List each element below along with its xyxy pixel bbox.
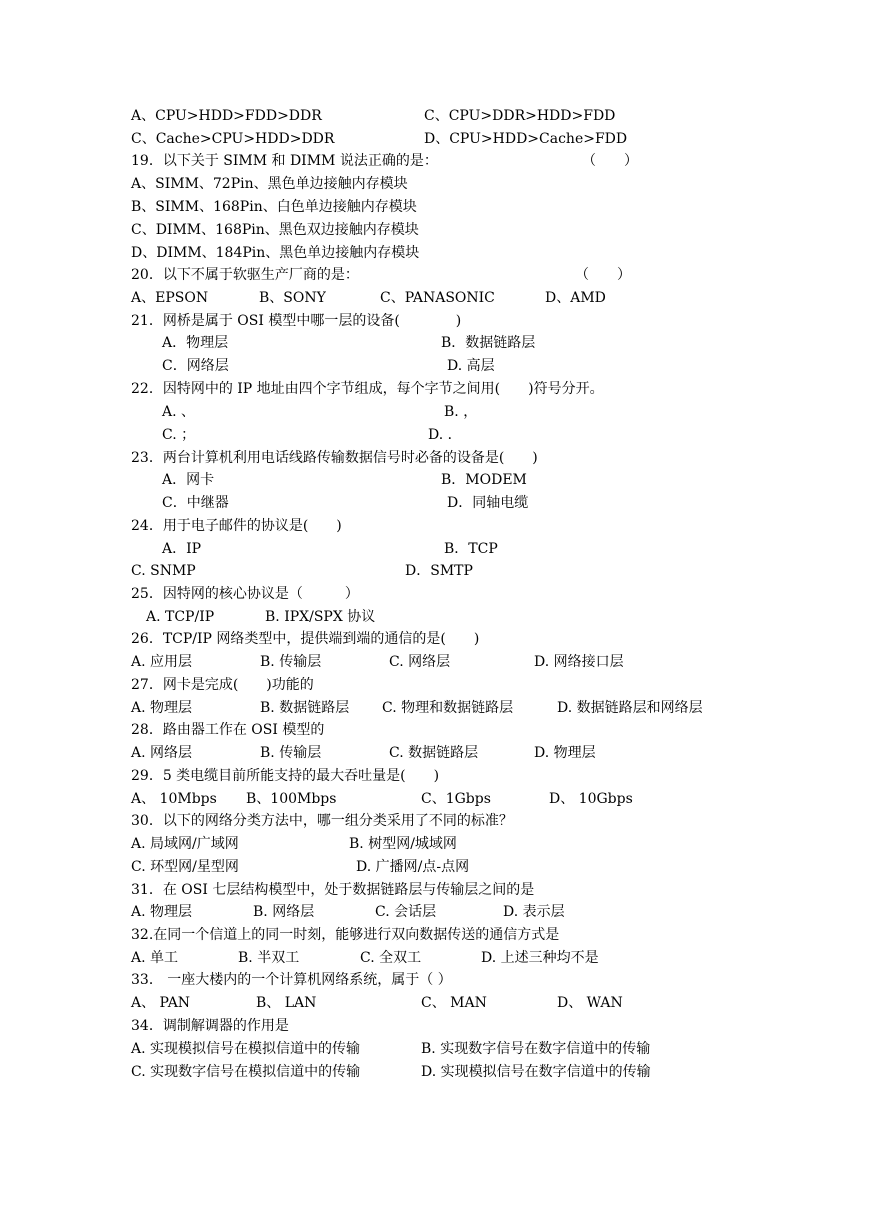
option-b: B、 LAN [256, 995, 317, 1011]
option-c: C．网络层 [162, 358, 229, 374]
option-b: B. 树型网/城域网 [349, 836, 457, 852]
option-a: A．网卡 [162, 472, 215, 488]
option-d: D、DIMM、184Pin、黑色单边接触内存模块 [131, 245, 420, 261]
question-text: 21．网桥是属于 OSI 模型中哪一层的设备( ) [131, 313, 462, 329]
option-c: C. 全双工 [360, 950, 422, 966]
option-a: A、 10Mbps [131, 791, 217, 807]
option-a: A. 、 [162, 404, 196, 420]
option-c: C. 网络层 [389, 654, 451, 670]
option-c: C. 物理和数据链路层 [382, 700, 514, 716]
option-b: B. IPX/SPX 协议 [265, 609, 376, 625]
answer-parentheses: （ ） [575, 267, 631, 283]
option-b: B. 传输层 [260, 745, 322, 761]
option-d: D. 物理层 [534, 745, 596, 761]
question-text: 32.在同一个信道上的同一时刻，能够进行双向数据传送的通信方式是 [131, 927, 560, 943]
option-d: D．SMTP [405, 563, 473, 579]
answer-parentheses: （ ） [582, 153, 638, 169]
option-d: D、 10Gbps [549, 791, 633, 807]
option-a: A．IP [162, 541, 202, 557]
option-d: D、 WAN [557, 995, 623, 1011]
option-c: C．中继器 [162, 495, 229, 511]
question-text: 31．在 OSI 七层结构模型中，处于数据链路层与传输层之间的是 [131, 882, 535, 898]
option-a: A. 实现模拟信号在模拟信道中的传输 [131, 1041, 361, 1057]
option-a: A. 单工 [131, 950, 179, 966]
option-a: A．物理层 [162, 335, 229, 351]
question-text: 28．路由器工作在 OSI 模型的 [131, 722, 325, 738]
option-b: B、SIMM、168Pin、白色单边接触内存模块 [131, 199, 417, 215]
option-c: C、CPU>DDR>HDD>FDD [424, 108, 616, 124]
option-c: C、DIMM、168Pin、黑色双边接触内存模块 [131, 222, 419, 238]
option-b: B．MODEM [441, 472, 527, 488]
option-a: A. 局域网/广域网 [131, 836, 239, 852]
option-a: A、 PAN [131, 995, 191, 1011]
option-b: B. 数据链路层 [260, 700, 350, 716]
option-d: D、CPU>HDD>Cache>FDD [424, 131, 628, 147]
option-d: D. 广播网/点-点网 [356, 859, 470, 875]
option-d: D．同轴电缆 [447, 495, 529, 511]
option-b: B．数据链路层 [441, 335, 536, 351]
option-d: D. 实现模拟信号在数字信道中的传输 [421, 1064, 651, 1080]
question-text: 27．网卡是完成( )功能的 [131, 677, 314, 693]
option-c: C、PANASONIC [380, 290, 495, 306]
option-c: C. 会话层 [375, 904, 437, 920]
option-a: A. 物理层 [131, 700, 193, 716]
question-text: 19．以下关于 SIMM 和 DIMM 说法正确的是： [131, 153, 438, 169]
option-d: D. 高层 [447, 358, 495, 374]
option-a: A. 物理层 [131, 904, 193, 920]
question-text: 22．因特网中的 IP 地址由四个字节组成，每个字节之间用( )符号分开。 [131, 381, 604, 397]
option-b: B. 传输层 [260, 654, 322, 670]
question-text: 25．因特网的核心协议是（ ） [131, 586, 359, 602]
option-c: C. 数据链路层 [389, 745, 479, 761]
option-d: D. 上述三种均不是 [481, 950, 599, 966]
option-d: D. 表示层 [503, 904, 565, 920]
option-c: C. ； [162, 427, 196, 443]
option-b: B、100Mbps [246, 791, 337, 807]
option-a: A、EPSON [131, 290, 209, 306]
question-text: 33． 一座大楼内的一个计算机网络系统，属于（ ） [131, 972, 452, 988]
option-b: B. 网络层 [253, 904, 315, 920]
option-b: B. 半双工 [238, 950, 300, 966]
question-text: 29．5 类电缆目前所能支持的最大吞吐量是( ) [131, 768, 440, 784]
option-b: B. 实现数字信号在数字信道中的传输 [421, 1041, 651, 1057]
option-a: A、SIMM、72Pin、黑色单边接触内存模块 [131, 176, 408, 192]
option-a: A. TCP/IP [146, 609, 215, 625]
question-text: 34．调制解调器的作用是 [131, 1018, 289, 1034]
question-text: 23．两台计算机利用电话线路传输数据信号时必备的设备是( ) [131, 450, 538, 466]
option-c: C. 实现数字信号在模拟信道中的传输 [131, 1064, 361, 1080]
option-b: B、SONY [259, 290, 326, 306]
question-text: 26．TCP/IP 网络类型中，提供端到端的通信的是( ) [131, 631, 480, 647]
question-text: 20．以下不属于软驱生产厂商的是： [131, 267, 359, 283]
question-text: 30．以下的网络分类方法中，哪一组分类采用了不同的标准？ [131, 813, 513, 829]
option-d: D. 数据链路层和网络层 [557, 700, 703, 716]
option-c: C、Cache>CPU>HDD>DDR [131, 131, 335, 147]
option-c: C、1Gbps [421, 791, 491, 807]
option-d: D. ． [428, 427, 462, 443]
option-c: C. 环型网/星型网 [131, 859, 239, 875]
option-c: C、 MAN [421, 995, 487, 1011]
option-c: C. SNMP [131, 563, 196, 579]
option-a: A. 网络层 [131, 745, 193, 761]
option-b: B．TCP [444, 541, 498, 557]
option-d: D、AMD [545, 290, 606, 306]
option-d: D. 网络接口层 [534, 654, 624, 670]
question-text: 24．用于电子邮件的协议是( ) [131, 518, 342, 534]
option-a: A、CPU>HDD>FDD>DDR [131, 108, 322, 124]
option-a: A. 应用层 [131, 654, 193, 670]
option-b: B. ， [444, 404, 478, 420]
